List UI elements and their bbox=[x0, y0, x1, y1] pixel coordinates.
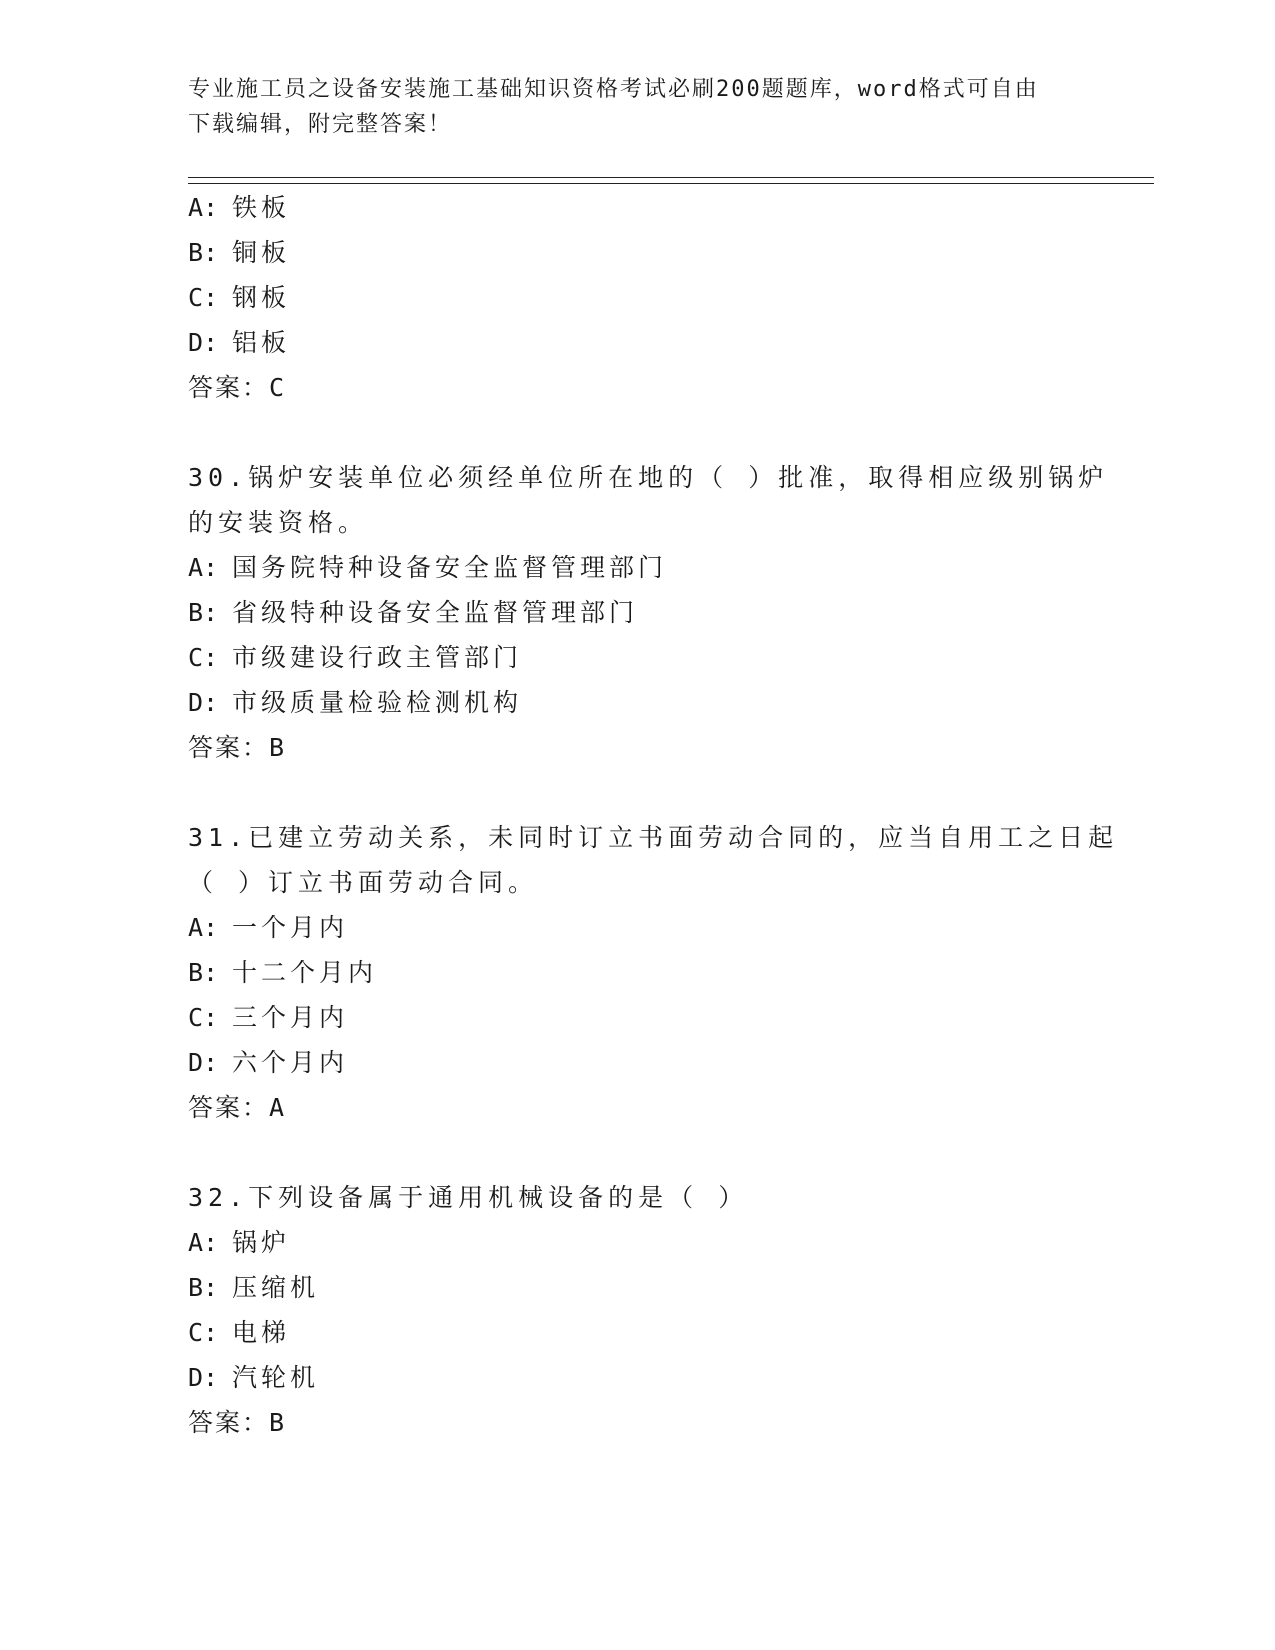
q30-question-line-2: 的安装资格。 bbox=[188, 508, 369, 537]
option-text: 电梯 bbox=[232, 1318, 291, 1347]
option-text: 省级特种设备安全监督管理部门 bbox=[232, 598, 639, 627]
q32-question-line-1: 32.下列设备属于通用机械设备的是（ ） bbox=[188, 1183, 749, 1212]
option-text: 国务院特种设备安全监督管理部门 bbox=[232, 553, 668, 582]
option-letter: B: bbox=[188, 598, 219, 627]
option-text: 铁板 bbox=[232, 193, 291, 222]
q31-question-line-1: 31.已建立劳动关系，未同时订立书面劳动合同的，应当自用工之日起 bbox=[188, 823, 1119, 852]
header-line-1: 专业施工员之设备安装施工基础知识资格考试必刷200题题库，word格式可自由 bbox=[188, 77, 1039, 102]
q31-option-b bbox=[188, 958, 377, 988]
q32-option-b bbox=[188, 1273, 319, 1303]
document-header bbox=[188, 72, 1088, 142]
option-letter: B: bbox=[188, 1273, 219, 1302]
q30-option-d bbox=[188, 688, 522, 718]
option-letter: B: bbox=[188, 958, 219, 987]
option-letter: A: bbox=[188, 193, 219, 222]
option-text: 十二个月内 bbox=[232, 958, 378, 987]
option-letter: C: bbox=[188, 283, 219, 312]
option-letter: D: bbox=[188, 688, 219, 717]
q29-option-b bbox=[188, 238, 290, 268]
option-text: 三个月内 bbox=[232, 1003, 349, 1032]
q31-answer: 答案：A bbox=[188, 1093, 287, 1122]
option-text: 一个月内 bbox=[232, 913, 349, 942]
option-letter: D: bbox=[188, 1048, 219, 1077]
q31-option-c bbox=[188, 1003, 348, 1033]
q29-option-d bbox=[188, 328, 290, 358]
q29-option-c bbox=[188, 283, 290, 313]
q32-option-c bbox=[188, 1318, 290, 1348]
q29-option-a bbox=[188, 193, 290, 223]
option-text: 六个月内 bbox=[232, 1048, 349, 1077]
q31-question-line-2: （ ）订立书面劳动合同。 bbox=[188, 868, 539, 897]
q32-option-d bbox=[188, 1363, 319, 1393]
header-rule-top bbox=[188, 177, 1154, 178]
q30-option-a bbox=[188, 553, 667, 583]
q32-answer: 答案：B bbox=[188, 1408, 287, 1437]
q32-option-a bbox=[188, 1228, 290, 1258]
q30-option-c bbox=[188, 643, 522, 673]
option-letter: C: bbox=[188, 1318, 219, 1347]
option-letter: A: bbox=[188, 913, 219, 942]
header-line-2: 下载编辑，附完整答案！ bbox=[188, 112, 453, 137]
option-letter: C: bbox=[188, 1003, 219, 1032]
option-letter: C: bbox=[188, 643, 219, 672]
option-text: 压缩机 bbox=[232, 1273, 320, 1302]
option-text: 铜板 bbox=[232, 238, 291, 267]
q30-option-b bbox=[188, 598, 638, 628]
option-letter: B: bbox=[188, 238, 219, 267]
option-text: 汽轮机 bbox=[232, 1363, 320, 1392]
option-letter: A: bbox=[188, 1228, 219, 1257]
header-rule-bottom bbox=[188, 183, 1154, 184]
option-text: 市级质量检验检测机构 bbox=[232, 688, 523, 717]
q31-option-a bbox=[188, 913, 348, 943]
q30-answer: 答案：B bbox=[188, 733, 287, 762]
option-letter: D: bbox=[188, 1363, 219, 1392]
option-letter: A: bbox=[188, 553, 219, 582]
q29-answer: 答案：C bbox=[188, 373, 287, 402]
option-text: 铝板 bbox=[232, 328, 291, 357]
option-text: 市级建设行政主管部门 bbox=[232, 643, 523, 672]
option-text: 钢板 bbox=[232, 283, 291, 312]
q31-option-d bbox=[188, 1048, 348, 1078]
option-letter: D: bbox=[188, 328, 219, 357]
option-text: 锅炉 bbox=[232, 1228, 291, 1257]
q30-question-line-1: 30.锅炉安装单位必须经单位所在地的（ ）批准，取得相应级别锅炉 bbox=[188, 463, 1109, 492]
